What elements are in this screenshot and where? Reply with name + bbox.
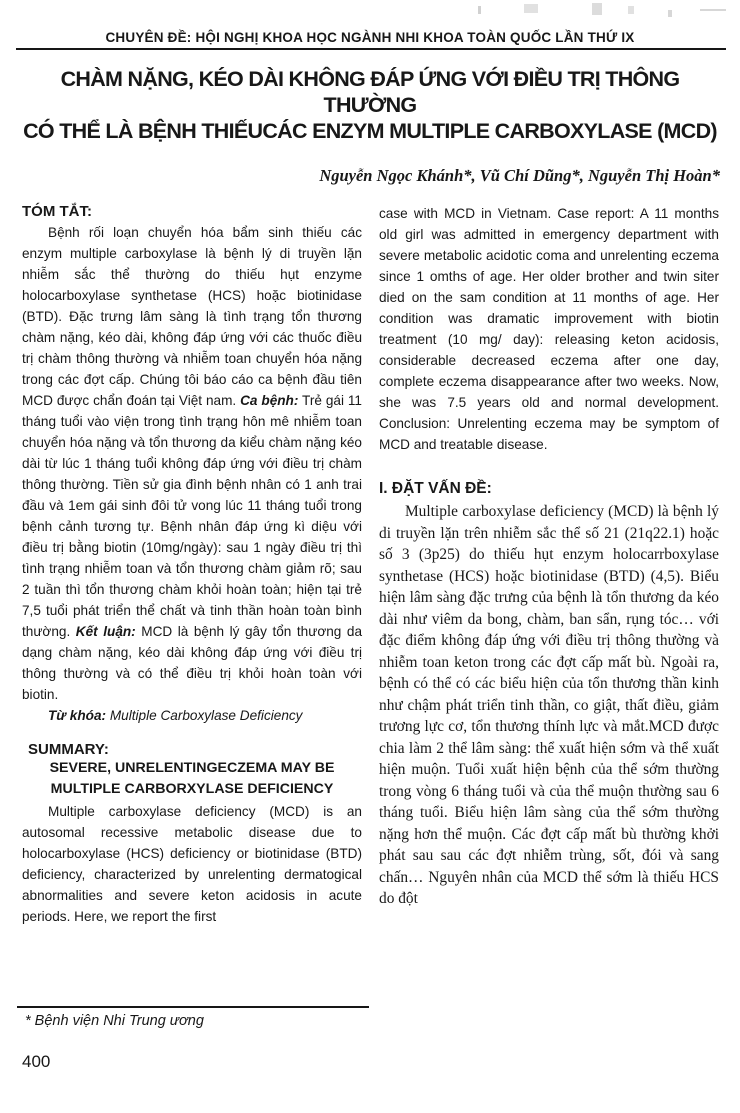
scan-artifact — [524, 4, 538, 13]
affiliation-footnote: * Bệnh viện Nhi Trung ương — [25, 1013, 204, 1029]
article-title-line2: CÓ THỂ LÀ BỆNH THIẾUCÁC ENZYM MULTIPLE CARBOXYLASE (MCD) — [23, 119, 717, 143]
abstract-heading: TÓM TẮT: — [22, 203, 92, 220]
introduction-paragraph: Multiple carboxylase deficiency (MCD) là bệnh lý di truyền lặn trên nhiễm sắc thể số 21 (21q22.1) hoặc số 3 (3p25) do thiếu hụt enzym holocarrboxylase synthetase (HCS) hoặc biotinidase (BTD) (4,5). Biểu hiện lâm sàng đặc trưng của bệnh là tổn thương da kéo dài như viêm da bong, chàm, ban sẩn, rụng tóc… với đặc điểm không đáp ứng với điều trị thông thường và nhiễm toan keton trong các đợt cấp mất bù. Ngoài ra, bệnh có thể có các biểu hiện của tổn thương thần kinh như chậm phát triển tinh thần, co giật, thất điều, giảm trương lực cơ, tổn thương thính lực và mắt.MCD được chia làm 2 thể lâm sàng: thể xuất hiện sớm và thể xuất hiện muộn. Tuổi xuất hiện bệnh của thể sớm thường trong vòng 6 tháng tuổi và của thể muộn thường sau 6 tháng tuổi. Biểu hiện lâm sàng của thể sớm thường nặng hơn thể muộn. Các đợt cấp mất bù thường khởi phát sau sau các đợt nhiễm trùng, sốt, đói và sang chấn… Nguyên nhân của MCD thể sớm là thiếu HCS do đột — [379, 503, 719, 907]
article-title-line1: CHÀM NẶNG, KÉO DÀI KHÔNG ĐÁP ỨNG VỚI ĐIỀU TRỊ THÔNG THƯỜNG — [60, 67, 680, 117]
scan-artifact — [668, 10, 672, 17]
abstract-paragraph — [22, 222, 362, 705]
keywords-label: Từ khóa: — [48, 708, 107, 723]
summary-paragraph-left: Multiple carboxylase deficiency (MCD) is an autosomal recessive metabolic disease due to holocarboxylase (HCS) deficiency or biotinidase (BTD) deficiency, characterized by unrelenting dermatogical abnormalities and severe keton acidosis in acute periods. Here, we report the first — [22, 804, 362, 924]
scan-artifact — [478, 6, 481, 14]
case-label: Ca bệnh: — [240, 393, 299, 408]
keywords-line — [22, 705, 362, 726]
conference-header: CHUYÊN ĐỀ: HỘI NGHỊ KHOA HỌC NGÀNH NHI KHOA TOÀN QUỐC LẦN THỨ IX — [105, 30, 635, 45]
abstract-text-2: Trẻ gái 11 tháng tuổi vào viện trong tình trạng hôn mê nhiễm toan chuyển hóa nặng và tổn thương da kiểu chàm nặng kéo dài từ lúc 1 tháng tuổi không đáp ứng với điều trị chàm thông thường. Tiền sử gia đình bệnh nhân có 1 anh trai đầu và 1em gái sinh đôi tử vong lúc 11 tháng tuổi trong bệnh cảnh tương tự. Bệnh nhân đáp ứng kì diệu với điều trị bằng biotin (10mg/ngày): sau 1 ngày điều trị thì tình trạng nhiễm toan và tổn thương chàm giảm rõ; sau 2 tuần thì tổn thương chàm khỏi hoàn toàn; hiện tại trẻ 7,5 tuổi phát triển thể chất và tinh thần hoàn toàn bình thường. — [22, 393, 362, 639]
article-title — [18, 66, 722, 144]
summary-paragraph-right: case with MCD in Vietnam. Case report: A 11 months old girl was admitted in emergency department with severe metabolic acidotic coma and unrelenting eczema since 1 omths of age. Her older brother and twin siter died on the sam condition at 11 months of age. Her condition was dramatic improvement with biotin treatment (10 mg/ day): releasing keton acidosis, considerable decreased eczema after one day, complete eczema disappearance after two weeks. Now, she was 7.5 years old and normal development. Conclusion: Unrelenting eczema may be symptom of MCD and treatable disease. — [379, 206, 719, 452]
conclusion-label: Kết luận: — [75, 624, 136, 639]
page-number: 400 — [22, 1052, 51, 1071]
summary-heading: SUMMARY: — [28, 741, 109, 758]
summary-subtitle-line2: MULTIPLE CARBORXYLASE DEFICIENCY — [50, 781, 334, 797]
summary-subtitle — [22, 758, 362, 800]
keywords-text: Multiple Carboxylase Deficiency — [106, 708, 303, 723]
abstract-text-3: MCD là bệnh lý gây tổn thương da dạng chàm nặng, kéo dài không đáp ứng với điều trị thông thường và có thể điều trị khỏi hoàn toàn với biotin. — [22, 624, 363, 702]
authors-line: Nguyễn Ngọc Khánh*, Vũ Chí Dũng*, Nguyễn Thị Hoàn* — [319, 166, 720, 185]
scan-artifact — [700, 9, 726, 11]
scan-artifact — [628, 6, 634, 14]
scan-artifact — [592, 3, 602, 15]
footnote-rule — [17, 1006, 369, 1008]
left-column — [22, 203, 362, 927]
two-column-body — [22, 203, 719, 927]
abstract-text-1: Bệnh rối loạn chuyển hóa bẩm sinh thiếu các enzym multiple carboxylase là bệnh lý di truyền lặn nhiễm sắc thể thường do thiếu hụt enzyme holocarboxylase synthetase (HCS) hoặc biotinidase (BTD). Đặc trưng lâm sàng là tình trạng tổn thương chàm nặng, kéo dài, không đáp ứng với các thuốc điều trị chàm thông thường và nhiễm toan chuyển hóa nặng trong các đợt cấp. Chúng tôi báo cáo ca bệnh đầu tiên MCD được chẩn đoán tại Việt nam. — [22, 225, 362, 408]
summary-subtitle-line1: SEVERE, UNRELENTINGECZEMA MAY BE — [49, 760, 335, 776]
header-rule — [16, 48, 726, 50]
introduction-heading: I. ĐẶT VẤN ĐỀ: — [379, 480, 492, 497]
right-column — [379, 203, 719, 927]
